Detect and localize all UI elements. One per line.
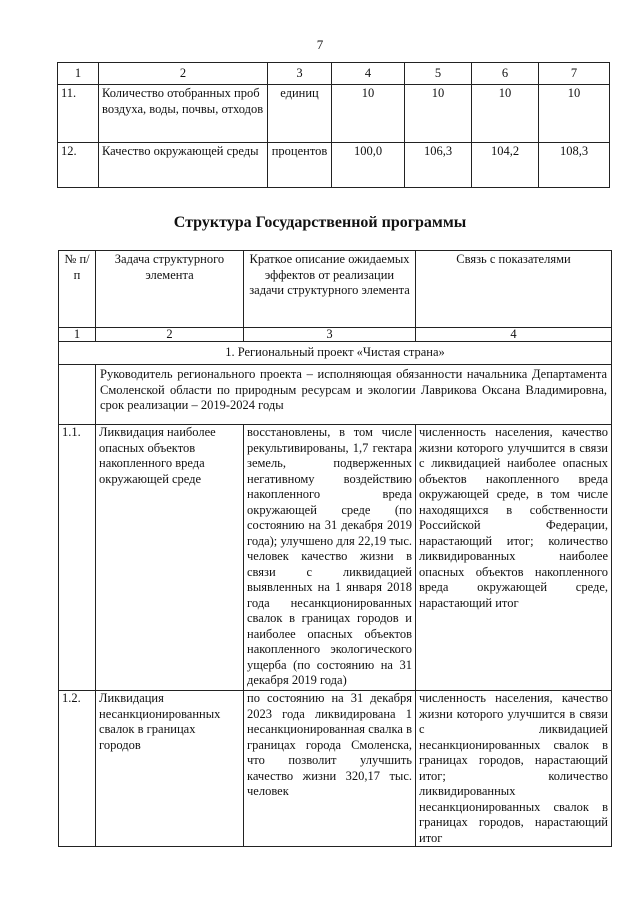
indicator-name: Количество отобранных проб воздуха, воды, почвы, отходов	[99, 85, 268, 143]
header-effect: Краткое описание ожидаемых эффектов от реализации задачи структурного элемента	[244, 251, 416, 328]
indicators-text: численность населения, качество жизни которого улучшится в связи с ликвидацией несанкционированных свалок в границах городов, нарастающий итог; количество ликвидированных несанкционированных свалок в границах городов, нарастающий итог	[416, 691, 612, 847]
table-header-row	[59, 251, 612, 328]
row-num: 12.	[58, 143, 99, 188]
task-text: Ликвидация наиболее опасных объектов накопленного вреда окружающей среде	[96, 425, 244, 691]
indicators-table	[57, 62, 610, 188]
table-row	[58, 143, 610, 188]
table-row	[58, 85, 610, 143]
table-header-row	[58, 63, 610, 85]
header-task: Задача структурного элемента	[96, 251, 244, 328]
col-number: 2	[96, 328, 244, 342]
indicator-unit: процентов	[268, 143, 332, 188]
effect-text: восстановлены, в том числе рекультивированы, 1,7 гектара земель, подверженных негативному воздействию накопленного вреда окружающей среде (по состоянию на 31 декабря 2019 года); улучшено для 22,19 тыс. человек качество жизни в связи с ликвидацией выявленных на 1 января 2018 года несанкционированных свалок в границах городов и наиболее опасных объектов накопленного экологического ущерба (по состоянию на 31 декабря 2019 года)	[244, 425, 416, 691]
col-number: 4	[416, 328, 612, 342]
indicator-value: 106,3	[405, 143, 472, 188]
table-row	[59, 691, 612, 847]
row-num: 1.1.	[59, 425, 96, 691]
lead-row	[59, 365, 612, 425]
col-number: 6	[472, 63, 539, 85]
indicator-value: 108,3	[539, 143, 610, 188]
col-number: 7	[539, 63, 610, 85]
col-number: 1	[59, 328, 96, 342]
indicator-value: 104,2	[472, 143, 539, 188]
indicator-value: 10	[332, 85, 405, 143]
col-number: 3	[268, 63, 332, 85]
indicator-value: 10	[472, 85, 539, 143]
effect-text: по состоянию на 31 декабря 2023 года ликвидирована 1 несанкционированная свалка в границах города Смоленска, что позволит улучшить качество жизни 320,17 тыс. человек	[244, 691, 416, 847]
indicator-name: Качество окружающей среды	[99, 143, 268, 188]
column-numbers-row	[59, 328, 612, 342]
project-lead: Руководитель регионального проекта – исполняющая обязанности начальника Департамента Смоленской области по природным ресурсам и экологии Лаврикова Оксана Владимировна, срок реализации – 2019-2024 годы	[96, 365, 612, 425]
col-number: 4	[332, 63, 405, 85]
indicator-unit: единиц	[268, 85, 332, 143]
section-title: Структура Государственной программы	[173, 214, 467, 231]
indicator-value: 10	[539, 85, 610, 143]
empty-cell	[59, 365, 96, 425]
col-number: 1	[58, 63, 99, 85]
indicators-text: численность населения, качество жизни которого улучшится в связи с ликвидацией наиболее опасных объектов накопленного вреда окружающей среде, в том числе находящихся в собственности Российской Федерации, нарастающий итог; количество ликвидированных наиболее опасных объектов накопленного вреда окружающей среде, нарастающий итог	[416, 425, 612, 691]
page-number: 7	[316, 37, 324, 52]
table-row	[59, 425, 612, 691]
col-number: 3	[244, 328, 416, 342]
col-number: 2	[99, 63, 268, 85]
indicator-value: 100,0	[332, 143, 405, 188]
section-row	[59, 342, 612, 365]
header-num: № п/п	[59, 251, 96, 328]
header-indicators: Связь с показателями	[416, 251, 612, 328]
col-number: 5	[405, 63, 472, 85]
indicator-value: 10	[405, 85, 472, 143]
row-num: 11.	[58, 85, 99, 143]
structure-table	[58, 250, 612, 847]
section-heading: 1. Региональный проект «Чистая страна»	[59, 342, 612, 365]
task-text: Ликвидация несанкционированных свалок в границах городов	[96, 691, 244, 847]
row-num: 1.2.	[59, 691, 96, 847]
